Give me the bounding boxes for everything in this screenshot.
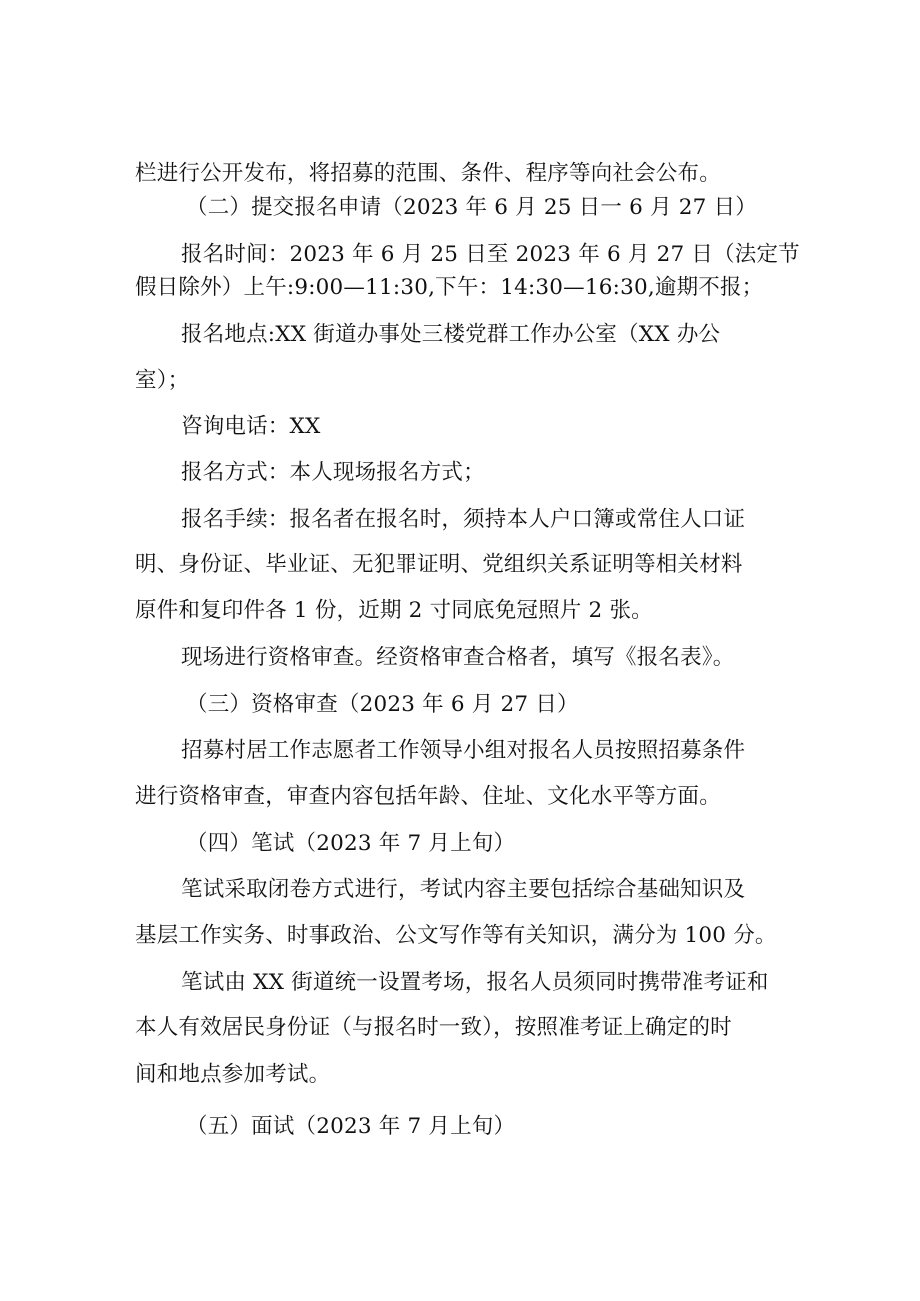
paragraph-line: 现场进行资格审查。经资格审查合格者，填写《报名表》。: [181, 645, 735, 670]
section-heading: （三）资格审查（2023 年 6 月 27 日）: [186, 692, 579, 717]
paragraph-line: 栏进行公开发布，将招募的范围、条件、程序等向社会公布。: [135, 161, 721, 186]
paragraph-line: 笔试由 XX 街道统一设置考场，报名人员须同时携带准考证和: [181, 970, 769, 995]
paragraph-line: 报名地点:XX 街道办事处三楼党群工作办公室（XX 办公: [181, 322, 721, 347]
paragraph-line: 报名方式：本人现场报名方式；: [181, 460, 485, 485]
section-heading: （二）提交报名申请（2023 年 6 月 25 日一 6 月 27 日）: [186, 195, 757, 220]
paragraph-line: 本人有效居民身份证（与报名时一致），按照准考证上确定的时: [135, 1015, 732, 1040]
paragraph-line: 招募村居工作志愿者工作领导小组对报名人员按照招募条件: [181, 738, 746, 763]
paragraph-line: 基层工作实务、时事政治、公文写作等有关知识，满分为 100 分。: [135, 923, 777, 948]
paragraph-line: 咨询电话：XX: [181, 414, 321, 439]
section-heading: （五）面试（2023 年 7 月上旬）: [186, 1114, 516, 1139]
paragraph-line: 进行资格审查，审查内容包括年龄、住址、文化水平等方面。: [135, 784, 721, 809]
paragraph-line: 报名时间：2023 年 6 月 25 日至 2023 年 6 月 27 日（法定节: [181, 242, 800, 267]
paragraph-line: 假日除外）上午:9:00—11:30,下午：14:30—16:30,逾期不报；: [135, 275, 764, 300]
paragraph-line: 室）；: [135, 368, 190, 393]
paragraph-line: 报名手续：报名者在报名时，须持本人户口簿或常住人口证: [181, 507, 746, 532]
paragraph-line: 原件和复印件各 1 份，近期 2 寸同底免冠照片 2 张。: [135, 598, 653, 623]
paragraph-line: 明、身份证、毕业证、无犯罪证明、党组织关系证明等相关材料: [135, 552, 743, 577]
section-heading: （四）笔试（2023 年 7 月上旬）: [186, 831, 516, 856]
paragraph-line: 间和地点参加考试。: [135, 1062, 331, 1087]
paragraph-line: 笔试采取闭卷方式进行，考试内容主要包括综合基础知识及: [181, 877, 746, 902]
